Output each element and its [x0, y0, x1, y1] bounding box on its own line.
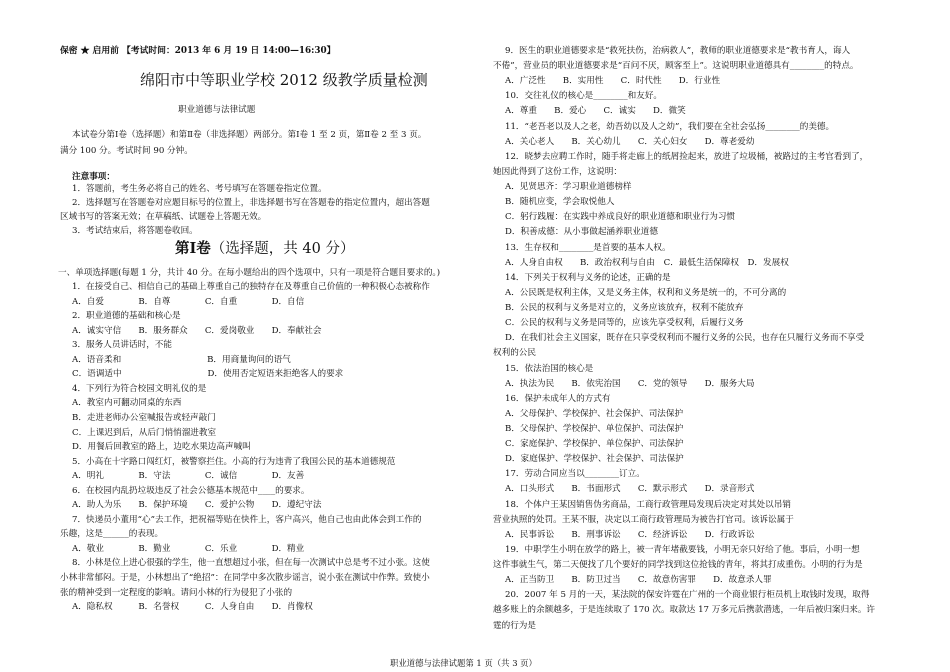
- answer-options: D．积善成德：从小事做起涵养职业道德: [505, 227, 658, 238]
- note-item: 2．选择题写在答题卷对应题目标号的位置上，非选择题书写在答题卷的指定位置内，超出答题: [72, 198, 430, 208]
- answer-options: A．尊重 B．爱心 C．诚实 D．微笑: [505, 106, 686, 117]
- question-text: 乐趣，这是______的表现。: [60, 529, 164, 540]
- notes-title: 注意事项：: [72, 172, 115, 182]
- question-stem: 17．劳动合同应当以________订立。: [505, 469, 645, 480]
- question-stem: 18．个体户王某因销售伪劣商品，工商行政管理局发现后决定对其处以吊销: [505, 499, 791, 510]
- answer-options: C．上课迟到后，从后门悄悄溜进教室: [72, 427, 217, 438]
- page-title: 绵阳市中等职业学校 2012 级教学质量检测: [140, 71, 428, 89]
- question-stem: 3．服务人员讲话时，不能: [72, 340, 172, 351]
- answer-options: A．隐私权 B．名誉权 C．人身自由 D．肖像权: [72, 602, 313, 613]
- question-text: 这件事就生气，第二天便找了几个要好的同学找到这位抢钱的青年，将其打成重伤。小明的行为是: [493, 560, 863, 571]
- note-item: 3．考试结束后，将答题卷收回。: [72, 226, 198, 236]
- note-item: 1．答题前，考生务必将自己的姓名、考号填写在答题卷指定位置。: [72, 184, 327, 194]
- question-stem: 19．中职学生小明在放学的路上，被一青年堵截要钱，小明无奈只好给了他。事后，小明一想: [505, 544, 860, 555]
- answer-options: A．教室内可翻动同桌的东西: [72, 398, 182, 409]
- section-instruction: 一、单项选择题(每题 1 分，共计 40 分。在每小题给出的四个选项中，只有一项是符合题目要求的。): [58, 268, 441, 278]
- question-stem: 1．在接受自己、相信自己的基础上尊重自己的独特存在及尊重自己价值的一种积极心态被称作: [72, 282, 430, 292]
- answer-options: A．广泛性 B．实用性 C．时代性 D．行业性: [505, 76, 721, 87]
- answer-options: A．人身自由权 B．政治权利与自由 C．最低生活保障权 D．发展权: [505, 257, 789, 268]
- answer-options: C．语调适中 D．使用否定短语来拒绝客人的要求: [72, 369, 344, 380]
- question-stem: 10．交往礼仪的核心是________和友好。: [505, 91, 663, 102]
- question-stem: 9．医生的职业道德要求是“救死扶伤，治病救人”，教师的职业道德要求是“教书育人，诲人: [505, 46, 851, 56]
- answer-options: B．随机应变，学会取悦他人: [505, 197, 615, 208]
- question-stem: 5．小高在十字路口闯红灯，被警察拦住。小高的行为违背了我国公民的基本道德规范: [72, 456, 396, 467]
- page-subtitle: 职业道德与法律试题: [178, 105, 256, 115]
- question-text: 越多账上的余额越多，于是连续取了 170 次。取款达 17 万多元后携款潜逃，一年后被归案归来。许: [493, 605, 876, 616]
- answer-options: A．口头形式 B．书面形式 C．默示形式 D．录音形式: [505, 484, 755, 495]
- answer-options: A．助人为乐 B．保护环境 C．爱护公物 D．遵纪守法: [72, 500, 322, 511]
- answer-options: C．躬行践履：在实践中养成良好的职业道德和职业行为习惯: [505, 212, 736, 223]
- question-text: 张的精神受到一定程度的影响。请问小林的行为侵犯了小张的: [60, 587, 293, 598]
- answer-options: A．见贤思齐：学习职业道德榜样: [505, 182, 632, 193]
- section-title-sub: （选择题，共 40 分）: [210, 241, 355, 257]
- question-stem: 13．生存权和________是首要的基本人权。: [505, 242, 671, 253]
- intro-line-2: 满分 100 分。考试时间 90 分钟。: [60, 146, 193, 156]
- question-text: 霆的行为是: [493, 620, 536, 631]
- section-title-main: 第Ⅰ卷: [175, 240, 211, 257]
- question-stem: 14．下列关于权利与义务的论述，正确的是: [505, 272, 671, 283]
- question-stem: 8．小林是位上进心很强的学生，他一直想超过小张，但在每一次测试中总是考不过小张。这使: [72, 558, 430, 569]
- secret-line: 保密 ★ 启用前 【考试时间：2013 年 6 月 19 日 14:00—16:30】: [60, 46, 336, 56]
- question-text: 小林非常郁闷。于是，小林想出了“绝招”：在同学中多次散步谣言，说小张在测试中作弊。致使小: [60, 573, 430, 583]
- note-item: 区域书写的答案无效；在草稿纸、试题卷上答题无效。: [60, 212, 267, 222]
- answer-options: A．执法为民 B．依宪治国 C．党的领导 D．服务大局: [505, 378, 755, 389]
- page-footer: 职业道德与法律试题第 1 页（共 3 页）: [390, 658, 537, 668]
- question-stem: 7．快递员小董用“心”去工作，把祝福等贴在快件上，客户高兴，他自己也由此体会到工作的: [72, 514, 422, 525]
- question-stem: 15．依法治国的核心是: [505, 363, 594, 374]
- intro-line-1: 本试卷分第Ⅰ卷（选择题）和第Ⅱ卷（非选择题）两部分。第Ⅰ卷 1 至 2 页，第Ⅱ卷 2 至 3 页。: [72, 130, 427, 140]
- question-text: 不倦”，营业员的职业道德要求是“百问不厌，顾客至上”。这说明职业道德具有________的特点。: [493, 61, 859, 72]
- answer-options: A．诚实守信 B．服务群众 C．爱岗敬业 D．奉献社会: [72, 325, 322, 336]
- answer-options: A．语音柔和 B．用商量询问的语气: [72, 354, 291, 365]
- question-stem: 12．晓梦去应聘工作时，随手将走廊上的纸屑捡起来，放进了垃圾桶，被路过的主考官看到了，: [505, 151, 869, 162]
- section-title: [175, 240, 354, 258]
- answer-options: A．关心老人 B．关心幼儿 C．关心妇女 D．尊老爱幼: [505, 136, 755, 147]
- answer-options: B．走进老师办公室喊报告或轻声敲门: [72, 412, 216, 423]
- answer-options: C．公民的权利与义务是同等的，应该先享受权利，后履行义务: [505, 318, 744, 329]
- answer-options: A．父母保护、学校保护、社会保护、司法保护: [505, 408, 684, 419]
- answer-options: A．敬业 B．勤业 C．乐业 D．精业: [72, 543, 305, 554]
- answer-options: B．公民的权利与义务是对立的，义务应该放弃，权利不能放弃: [505, 303, 744, 314]
- question-stem: 6．在校园内乱扔垃圾违反了社会公德基本规范中____的要求。: [72, 485, 310, 496]
- answer-options: A．民事诉讼 B．刑事诉讼 C．经济诉讼 D．行政诉讼: [505, 529, 755, 540]
- question-stem: 16．保护未成年人的方式有: [505, 393, 611, 404]
- question-stem: 2．职业道德的基础和核心是: [72, 311, 181, 322]
- question-stem: 4．下列行为符合校园文明礼仪的是: [72, 383, 207, 394]
- answer-options: B．父母保护、学校保护、单位保护、司法保护: [505, 424, 684, 434]
- answer-options: A．明礼 B．守法 C．诚信 D．友善: [72, 471, 305, 482]
- question-text: 她因此得到了这份工作，这说明：: [493, 166, 622, 177]
- question-text: 营业执照的处罚。王某不服，决定以工商行政管理局为被告打官司。该诉讼属于: [493, 514, 794, 525]
- answer-options: D．家庭保护、学校保护、社会保护、司法保护: [505, 454, 684, 465]
- answer-options: A．正当防卫 B．防卫过当 C．故意伤害罪 D．故意杀人罪: [505, 575, 772, 586]
- answer-options: D．在我们社会主义国家，既存在只享受权利而不履行义务的公民，也存在只履行义务而不享受: [505, 333, 865, 344]
- question-stem: 11．“老吾老以及人之老，幼吾幼以及人之幼”，我们要在全社会弘扬________的美德。: [505, 121, 835, 132]
- answer-options: A．自爱 B．自尊 C．自重 D．自信: [72, 296, 305, 307]
- answer-options: A．公民既是权利主体，又是义务主体，权利和义务是统一的，不可分离的: [505, 287, 787, 298]
- answer-options: C．家庭保护、学校保护、单位保护、司法保护: [505, 439, 684, 450]
- answer-options: D．用餐后回教室的路上，边吃水果边高声喊叫: [72, 442, 251, 453]
- question-stem: 20．2007 年 5 月的一天，某法院的保安许霆在广州的一个商业银行柜员机上取钱时发现，取得: [505, 590, 870, 601]
- question-text: 权利的公民: [493, 348, 536, 359]
